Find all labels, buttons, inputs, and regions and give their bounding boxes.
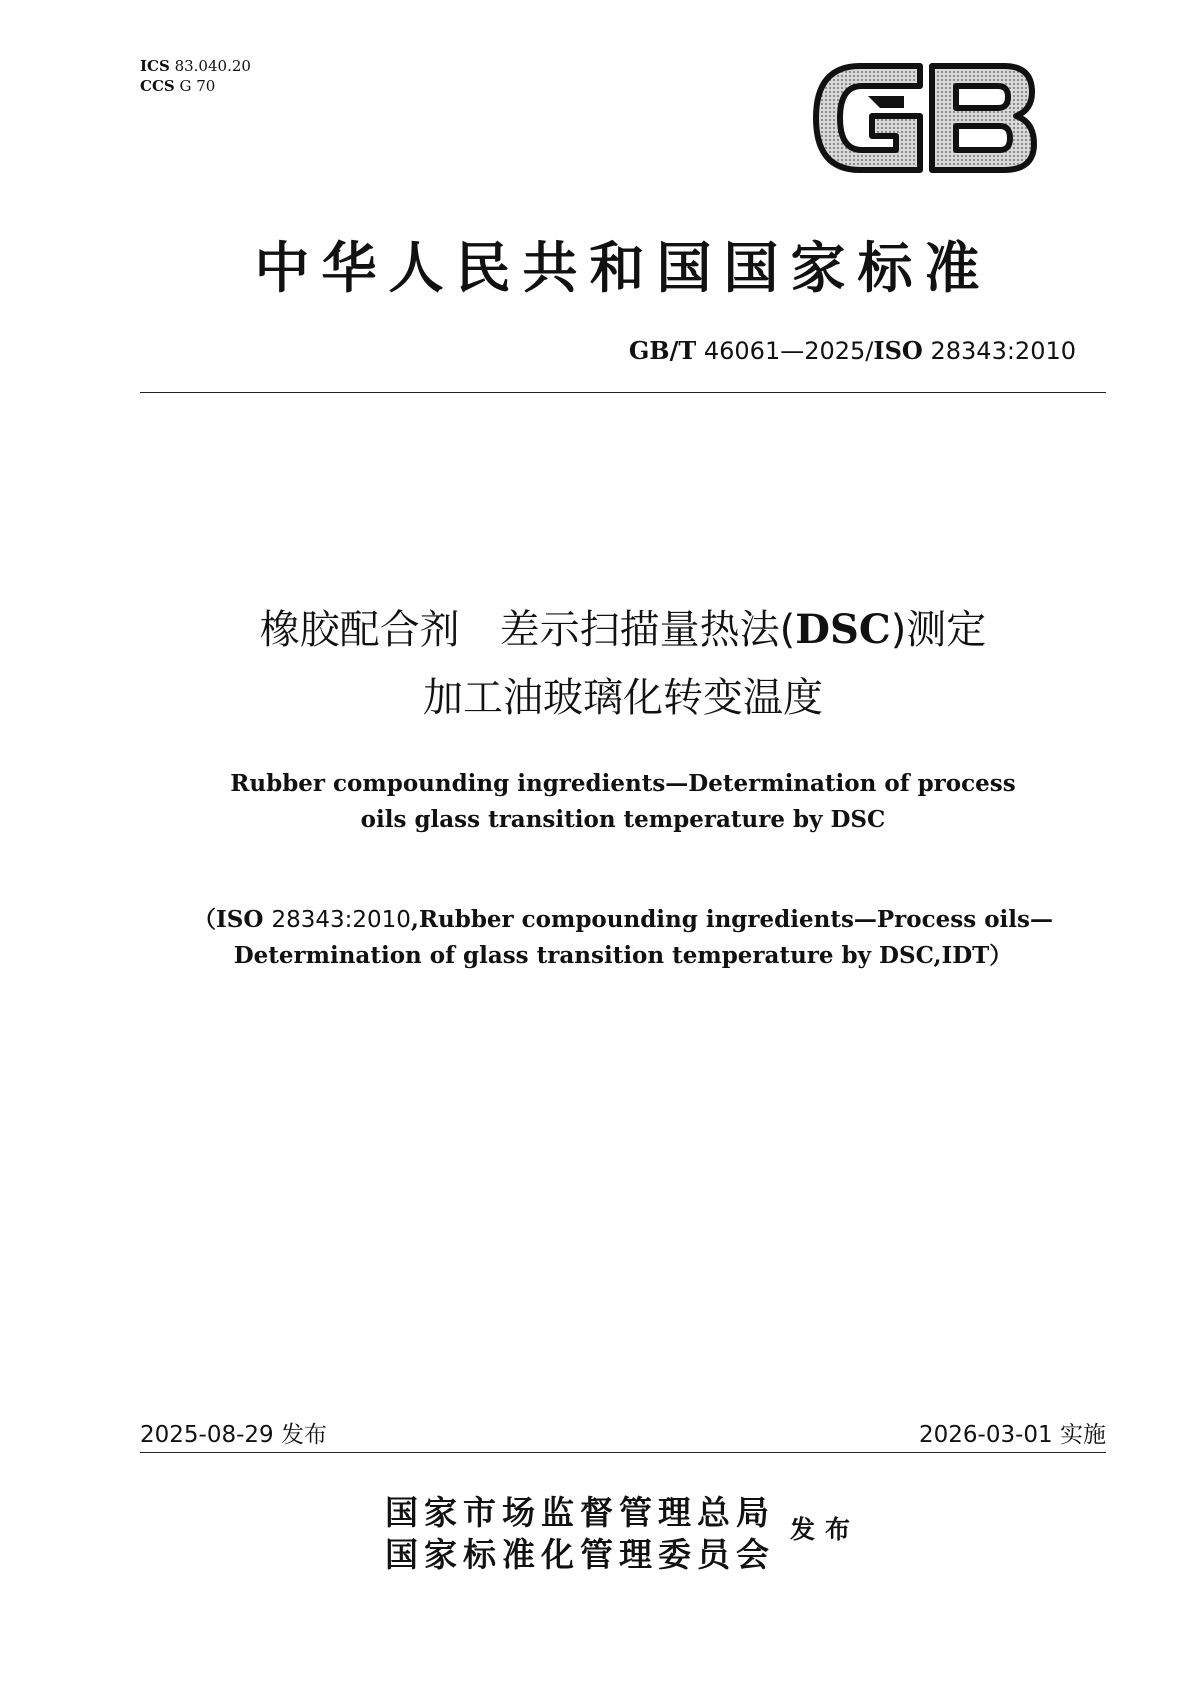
gb-logo bbox=[808, 58, 1040, 178]
reference-open: （ISO bbox=[193, 906, 272, 933]
reference-code: 28343:2010 bbox=[271, 907, 411, 933]
reference-line-2: Determination of glass transition temperature by DSC,IDT） bbox=[233, 942, 1013, 969]
classification-codes bbox=[140, 56, 251, 96]
ccs-label: CCS bbox=[140, 77, 175, 95]
ccs-row bbox=[140, 76, 251, 96]
issuer-sac: 国家标准化管理委员会 bbox=[385, 1535, 775, 1574]
chinese-title-line-2: 加工油玻璃化转变温度 bbox=[423, 675, 823, 721]
standard-prefix: GB/T bbox=[628, 336, 697, 365]
iso-code: 28343:2010 bbox=[930, 337, 1076, 365]
footer-divider bbox=[140, 1452, 1106, 1453]
implementation-date: 2026-03-01 实施 bbox=[919, 1422, 1106, 1448]
ics-code: 83.040.20 bbox=[174, 57, 251, 75]
issuing-authorities bbox=[385, 1492, 775, 1576]
national-standard-title: 中华人民共和国国家标准 bbox=[254, 235, 992, 300]
reference-rest: ,Rubber compounding ingredients—Process oils— bbox=[410, 906, 1053, 933]
iso-label: ISO bbox=[873, 336, 923, 365]
ics-row bbox=[140, 56, 251, 76]
standard-number bbox=[629, 336, 1076, 365]
reference-line-1 bbox=[110, 900, 1136, 940]
english-title-line-1: Rubber compounding ingredients—Determination of process bbox=[230, 770, 1016, 797]
standard-code: 46061—2025/ bbox=[703, 337, 874, 365]
publish-label: 发布 bbox=[790, 1515, 861, 1544]
issue-date: 2025-08-29 发布 bbox=[140, 1422, 327, 1448]
chinese-title-line-1 bbox=[110, 600, 1136, 660]
header-divider bbox=[140, 392, 1106, 393]
issuer-samr: 国家市场监督管理总局 bbox=[385, 1493, 775, 1532]
chinese-title-part-1: 橡胶配合剂 差示扫描量热法( bbox=[259, 607, 796, 653]
ccs-code: G 70 bbox=[179, 77, 216, 95]
ics-label: ICS bbox=[140, 57, 170, 75]
chinese-title-part-2: )测定 bbox=[890, 607, 987, 653]
chinese-title-latin: DSC bbox=[795, 606, 891, 653]
english-title-line-2: oils glass transition temperature by DSC bbox=[360, 806, 886, 833]
